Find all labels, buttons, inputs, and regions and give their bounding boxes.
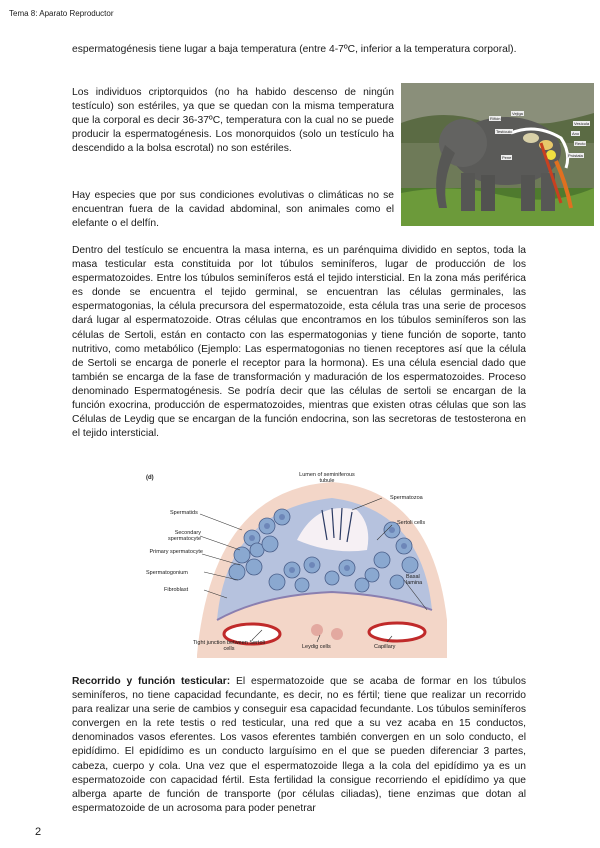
label-secondary: Secondary spermatocyte	[167, 530, 201, 542]
panel-letter: (d)	[146, 475, 154, 481]
elephant-label-1: Testículo	[496, 129, 512, 134]
elephant-label-6: Próstata	[568, 153, 583, 158]
label-lumen: Lumen of seminiferous tubule	[299, 472, 355, 484]
elephant-label-2: Pene	[502, 155, 512, 160]
elephant-label-3: Vejiga	[512, 111, 523, 116]
page-number: 2	[35, 826, 42, 838]
elephant-figure	[401, 83, 594, 226]
label-spermatids: Spermatids	[170, 510, 198, 516]
elephant-label-0: Riñón	[490, 116, 501, 121]
label-capillary: Capillary	[374, 644, 396, 650]
paragraph-criptorquidos: Los individuos criptorquidos (no ha habido descenso de ningún testículo) son estériles, ya que se quedan con la misma temperatura que la corporal es decir 36-37ºC, temperatura con la cual no se puede producir la espermatogénesis. Los monorquidos (solo un testículo ha descendido a la bolsa escrotal) no son estériles.	[72, 87, 394, 155]
paragraph-recorrido	[72, 675, 526, 816]
paragraph-testicle-structure: Dentro del testículo se encuentra la masa interna, es un parénquima dividido en septos, toda la masa testicular esta constituida por lot túbulos seminíferos, lugar de producción de los espermatozoides. Entre los túbulos seminíferos está el tejido intersticial. En la zona más periférica es donde se encuentra el tejido germinal, se encuentran las células germinales, las espermatogonias, la célula precursora del espermatozoide, esta célula tras una serie de procesos dará lugar al espermatozoide. Otras células que encontramos en los túbulos seminíferos son las células de Sertoli, están en contacto con las espermatogonias y tiene función de soporte, tanto nutritivo, como metabólico (Ejemplo: Las espermatogonias no tienen receptores así que la célula de Sertoli se encarga de ponerle el receptor para la hormona). Es una célula esencial dado que también se encarga de la fase de transformación y maduración de los espermatozoides. Proceso denominado Espermatogénesis. Se podría decir que las células de sertoli se encargan de la función exocrina, producción de espermatozoides, mientras que existen otras células que son las Células de Leydig que se encargan de la función endocrina, son las secretoras de testosterona en el tejido intersticial.	[72, 245, 526, 440]
label-tight-junction: Tight junction between Sertoli cells	[193, 640, 265, 652]
elephant-label-7: Vesícula	[574, 121, 590, 126]
label-spermatozoa: Spermatozoa	[390, 495, 423, 501]
elephant-label-4: Ano	[572, 131, 580, 136]
label-basal: Basal lamina	[406, 574, 423, 586]
label-sertoli: Sertoli cells	[397, 520, 426, 526]
seminiferous-tubule-figure	[142, 470, 452, 658]
label-primary: Primary spermatocyte	[149, 549, 203, 555]
elephant-illustration	[401, 83, 594, 226]
recorrido-heading: Recorrido y función testicular:	[72, 676, 231, 687]
recorrido-body: El espermatozoide que se acaba de formar en los túbulos seminíferos, no tiene capacidad fecundante, es decir, no es fértil; tiene que realizar un recorrido para realizar una serie de cambios y conseguir esa capacidad fecundante. Los túbulos seminíferos convergen en la rete testis o red testicular, una red que a su vez acaba en 15 conductos, denominados vasos eferentes. Los vasos eferentes también convergen en un solo conducto, el epidídimo. El epidídimo es un conducto larguísimo en el que se pueden diferenciar 3 partes, cabeza, cuerpo y cola. Una vez que el espermatozoide llega a la cola del epidídimo ya es un espermatozoide con capacidad fértil. Esta fertilidad la consigue recorriendo el epidídimo ya que alberga aparte de función de transporte (por células ciliadas), tiene enzimas que dotan al espermatozoide de un acrosoma para poder penetrar	[72, 676, 526, 814]
paragraph-species: Hay especies que por sus condiciones evolutivas o climáticas no se encuentran fuera de la cavidad abdominal, son animales como el elefante o el delfín.	[72, 190, 394, 230]
label-fibroblast: Fibroblast	[164, 587, 189, 593]
paragraph-temperature: espermatogénesis tiene lugar a baja temperatura (entre 4-7ºC, inferior a la temperatura corporal).	[72, 44, 517, 55]
label-leydig: Leydig cells	[302, 644, 331, 650]
running-header: Tema 8: Aparato Reproductor	[9, 9, 114, 18]
label-spermatogonium: Spermatogonium	[146, 570, 188, 576]
elephant-label-5: Recto	[575, 141, 586, 146]
